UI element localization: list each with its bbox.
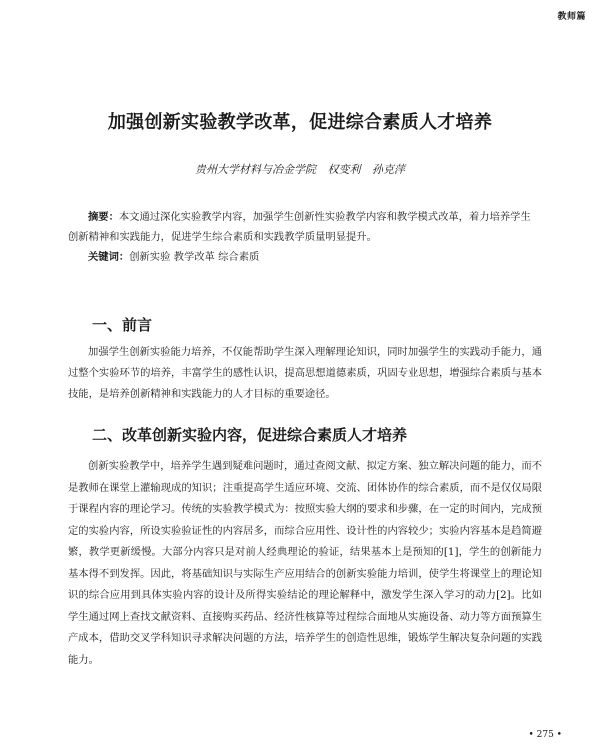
section-paragraph-1: 加强学生创新实验能力培养，不仅能帮助学生深入理解理论知识，同时加强学生的实践动手能力，通过整个实验环节的培养，丰富学生的感性认识，提高思想道德素质，巩固专业思想，增强综合素质与基本技能，是培养创新精神和实践能力的人才目标的重要途径。: [68, 346, 542, 400]
abstract-label: 摘要：: [88, 211, 119, 223]
keywords-text: 创新实验 教学改革 综合素质: [129, 251, 260, 263]
section-heading-1: 一、前言: [92, 316, 153, 334]
abstract: [68, 207, 538, 247]
article-authors: 贵州大学材料与冶金学院 权变利 孙克萍: [195, 163, 405, 176]
article-title: 加强创新实验教学改革，促进综合素质人才培养: [107, 112, 493, 133]
keywords-label: 关键词：: [88, 251, 130, 263]
page-number: • 275 •: [528, 730, 562, 740]
keywords: [88, 247, 538, 267]
section-paragraph-2: 创新实验教学中，培养学生遇到疑难问题时，通过查阅文献、拟定方案、独立解决问题的能力，而不是教师在课堂上灌输现成的知识；注重提高学生适应环境、交流、团体协作的综合素质，而不是仅仅局限于课程内容的理论学习。传统的实验教学模式为：按照实验大纲的要求和步骤，在一定的时间内，完成预定的实验内容，所设实验验证性的内容居多，而综合应用性、设计性的内容较少；实验内容基本是趋简避繁，教学更新缓慢。大部分内容只是对前人经典理论的验证，结果基本上是预知的[1]，学生的创新能力基本得不到发挥。因此，将基础知识与实际生产应用结合的创新实验能力培训，使学生将课堂上的理论知识的综合应用到具体实验内容的设计及所得实验结论的理论解释中，激发学生深入学习的动力[2]。比如学生通过网上查找文献资料、直接购买药品、经济性核算等过程综合面地从实施设备、动力等方面预算生产成本，借助交叉学科知识寻求解决问题的方法，培养学生的创造性思维，锻炼学生解决复杂问题的实践能力。: [68, 460, 542, 666]
abstract-text: 本文通过深化实验教学内容，加强学生创新性实验教学内容和教学模式改革，着力培养学生创新精神和实践能力，促进学生综合素质和实践教学质量明显提升。: [68, 211, 531, 243]
section-heading-2: 二、改革创新实验内容，促进综合素质人才培养: [92, 426, 408, 444]
section-tag: 教师篇: [557, 12, 586, 22]
